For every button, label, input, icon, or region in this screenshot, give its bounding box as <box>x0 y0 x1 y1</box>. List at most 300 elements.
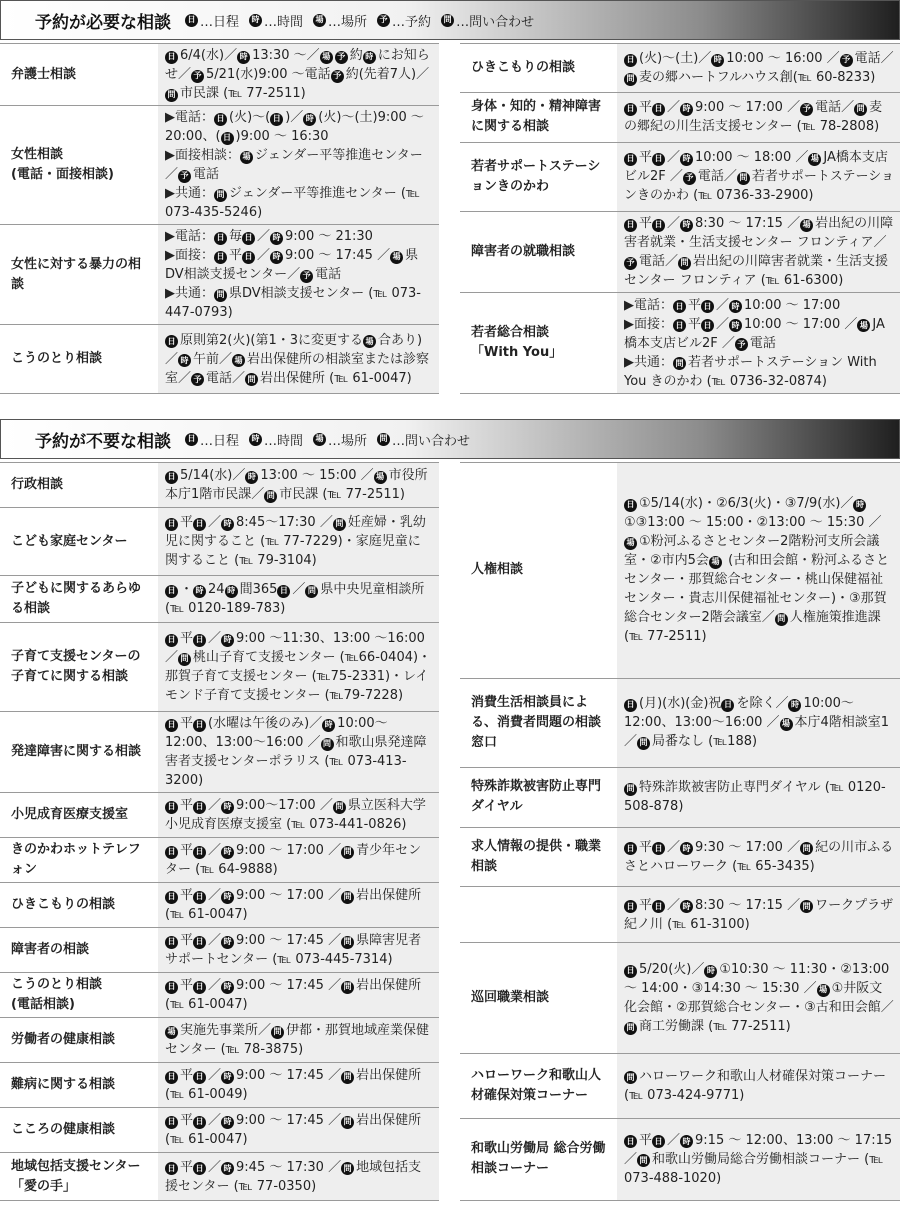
date-icon: 日 <box>193 936 206 949</box>
value-line: 日 (月)(水)(金)祝 日 を除く／ 時 10:00～12:00、13:00～16:00 ／ 場 本庁4階相談室1／ 問 局番なし (℡188) <box>624 696 890 750</box>
date-icon: 日 <box>193 981 206 994</box>
consultation-name: 労働者の健康相談 <box>0 1018 158 1063</box>
time-icon: 時 <box>270 251 283 264</box>
inquiry-icon: 問 <box>305 585 318 598</box>
date-icon: 日 <box>214 251 227 264</box>
inquiry-icon: 問 <box>854 103 867 116</box>
legend-label: …場所 <box>328 433 368 449</box>
date-icon: 日 <box>624 1135 637 1148</box>
value-line: ▶面接相談： 場 ジェンダー平等推進センター／ 予 電話 <box>165 148 423 182</box>
legend-item-date <box>185 430 239 449</box>
inquiry-icon: 問 <box>333 801 346 814</box>
reserve-icon: 予 <box>331 70 344 83</box>
consultation-name <box>460 886 617 942</box>
place-icon: 場 <box>817 984 830 997</box>
time-icon: 時 <box>363 51 376 64</box>
date-icon: 日 <box>165 1162 178 1175</box>
time-icon: 時 <box>680 153 693 166</box>
consultation-name: ひきこもりの相談 <box>460 44 617 93</box>
section-reservation-required <box>0 0 900 394</box>
table-row <box>0 928 439 973</box>
table-row <box>0 106 439 225</box>
table-row <box>460 1118 900 1200</box>
consultation-name: 弁護士相談 <box>0 44 158 106</box>
consultation-name: 発達障害に関する相談 <box>0 712 158 793</box>
place-icon: 場 <box>624 537 637 550</box>
time-icon: 時 <box>193 585 206 598</box>
table-row <box>0 973 439 1018</box>
table-row <box>0 225 439 325</box>
place-icon: 場 <box>165 1026 178 1039</box>
time-icon: 時 <box>221 936 234 949</box>
consultation-details <box>617 886 900 942</box>
table-row <box>0 883 439 928</box>
place-icon: 場 <box>313 14 326 27</box>
date-icon: 日 <box>624 965 637 978</box>
table-row <box>460 463 900 679</box>
value-line: 日 平 日 ／ 時 9:00 ～ 17:00 ／ 問 岩出保健所 (℡ 61-0047) <box>165 888 422 922</box>
consultation-details <box>158 623 439 712</box>
date-icon: 日 <box>185 14 198 27</box>
table-row <box>460 1054 900 1118</box>
reserve-icon: 予 <box>735 338 748 351</box>
time-icon: 時 <box>788 699 801 712</box>
date-icon: 日 <box>165 471 178 484</box>
consultation-details <box>158 1018 439 1063</box>
time-icon: 時 <box>221 801 234 814</box>
inquiry-icon: 問 <box>341 846 354 859</box>
date-icon: 日 <box>721 699 734 712</box>
date-icon: 日 <box>193 1116 206 1129</box>
inquiry-icon: 問 <box>341 936 354 949</box>
inquiry-icon: 問 <box>624 1071 637 1084</box>
consultation-name: 難病に関する相談 <box>0 1063 158 1108</box>
date-icon: 日 <box>165 846 178 859</box>
time-icon: 時 <box>322 719 335 732</box>
time-icon: 時 <box>221 1071 234 1084</box>
date-icon: 日 <box>165 981 178 994</box>
inquiry-icon: 問 <box>800 842 813 855</box>
reserve-icon: 予 <box>624 257 637 270</box>
consultation-details <box>158 463 439 508</box>
date-icon: 日 <box>193 891 206 904</box>
reserve-icon: 予 <box>191 373 204 386</box>
legend-label: …時間 <box>264 433 304 449</box>
reserve-icon: 予 <box>191 70 204 83</box>
consultation-name: 障害者の相談 <box>0 928 158 973</box>
consultation-details <box>617 828 900 887</box>
legend-label: …場所 <box>328 14 368 30</box>
date-icon: 日 <box>165 1116 178 1129</box>
table-row <box>0 1108 439 1153</box>
date-icon: 日 <box>165 335 178 348</box>
consultation-name: ひきこもりの相談 <box>0 883 158 928</box>
legend-item-date <box>185 11 239 30</box>
legend-item-place <box>313 430 367 449</box>
consultation-name: 特殊詐欺被害防止専門ダイヤル <box>460 767 617 827</box>
time-icon: 時 <box>680 1135 693 1148</box>
consultation-name: 若者サポートステーションきのかわ <box>460 142 617 211</box>
date-icon: 日 <box>270 113 283 126</box>
date-icon: 日 <box>673 300 686 313</box>
value-line: 日 原則第2(火)(第1・3に変更する 場 合あり)／ 時 午前／ 場 岩出保健所の相談室または診察室／ 予 電話／ 問 岩出保健所 (℡ 61-0047) <box>165 332 430 386</box>
date-icon: 日 <box>652 900 665 913</box>
value-line: ▶共通： 問 ジェンダー平等推進センター (℡ 073-435-5246) <box>165 186 420 220</box>
consultation-details <box>158 1108 439 1153</box>
reserve-icon: 予 <box>377 14 390 27</box>
table-row <box>0 576 439 623</box>
date-icon: 日 <box>214 232 227 245</box>
consultation-name: こうのとり相談 (電話相談) <box>0 973 158 1018</box>
consultation-name: 子どもに関するあらゆる相談 <box>0 576 158 623</box>
value-line: ▶電話： 日 (火)～( 日 )／ 時 (火)～(土)9:00 ～ 20:00、( 日 )9:00 ～ 16:30 <box>165 110 424 144</box>
date-icon: 日 <box>624 499 637 512</box>
value-line: 日 平 日 ／ 時 9:30 ～ 17:00 ／ 問 紀の川市ふるさとハローワーク (℡ 65-3435) <box>624 839 894 874</box>
place-icon: 場 <box>800 219 813 232</box>
table-row <box>0 712 439 793</box>
date-icon: 日 <box>214 113 227 126</box>
date-icon: 日 <box>165 719 178 732</box>
inquiry-icon: 問 <box>321 738 334 751</box>
table-row <box>460 293 900 394</box>
legend-label: …日程 <box>200 433 240 449</box>
reserve-icon: 予 <box>178 170 191 183</box>
legend-label: …日程 <box>200 14 240 30</box>
legend-item-time <box>249 430 303 449</box>
consultation-details <box>158 928 439 973</box>
consultation-name: 子育て支援センターの子育てに関する相談 <box>0 623 158 712</box>
value-line: 日 平 日 ／ 時 9:00 ～ 17:45 ／ 問 岩出保健所 (℡ 61-0047) <box>165 978 422 1012</box>
inquiry-icon: 問 <box>271 1026 284 1039</box>
inquiry-icon: 問 <box>341 981 354 994</box>
time-icon: 時 <box>270 232 283 245</box>
value-line: 日 平 日 ／ 時 9:00 ～ 17:00 ／ 予 電話／ 問 麦の郷紀の川生活支援センター (℡ 78-2808) <box>624 100 883 135</box>
consultation-name: 求人情報の提供・職業相談 <box>460 828 617 887</box>
date-icon: 日 <box>165 585 178 598</box>
legend <box>185 430 480 449</box>
consultation-table-left <box>0 462 439 1201</box>
consultation-name: 和歌山労働局 総合労働相談コーナー <box>460 1118 617 1200</box>
table-row <box>460 211 900 292</box>
time-icon: 時 <box>221 981 234 994</box>
inquiry-icon: 問 <box>737 172 750 185</box>
date-icon: 日 <box>652 153 665 166</box>
inquiry-icon: 問 <box>341 1071 354 1084</box>
date-icon: 日 <box>624 900 637 913</box>
date-icon: 日 <box>165 891 178 904</box>
consultation-details <box>158 508 439 576</box>
consultation-details <box>617 211 900 292</box>
date-icon: 日 <box>193 634 206 647</box>
legend-label: …問い合わせ <box>392 433 471 449</box>
inquiry-icon: 問 <box>214 289 227 302</box>
time-icon: 時 <box>221 518 234 531</box>
consultation-name: 人権相談 <box>460 463 617 679</box>
section-header <box>0 0 900 40</box>
consultation-name: 巡回職業相談 <box>460 943 617 1054</box>
time-icon: 時 <box>178 354 191 367</box>
inquiry-icon: 問 <box>624 783 637 796</box>
reserve-icon: 予 <box>840 54 853 67</box>
consultation-details <box>617 678 900 767</box>
consultation-table-right <box>460 43 900 394</box>
time-icon: 時 <box>221 1162 234 1175</box>
value-line: 日 平 日 ／ 時 9:00 ～ 17:45 ／ 問 県障害児者サポートセンター (℡ 073-445-7314) <box>165 933 422 967</box>
date-icon: 日 <box>652 1135 665 1148</box>
table-row <box>0 1153 439 1201</box>
consultation-name: 若者総合相談 「With You」 <box>460 293 617 394</box>
legend-item-place <box>313 11 367 30</box>
inquiry-icon: 問 <box>624 73 637 86</box>
place-icon: 場 <box>780 718 793 731</box>
time-icon: 時 <box>704 965 717 978</box>
table-row <box>460 678 900 767</box>
value-line: ▶面接： 日 平 日 ／ 時 10:00 ～ 17:00 ／ 場 JA橋本支店ビル2F ／ 予 電話 <box>624 316 885 351</box>
consultation-details <box>617 93 900 142</box>
date-icon: 日 <box>652 842 665 855</box>
consultation-details <box>617 943 900 1054</box>
consultation-details <box>158 793 439 838</box>
consultation-name: こうのとり相談 <box>0 325 158 394</box>
consultation-table-left <box>0 43 439 394</box>
consultation-name: 消費生活相談員による、消費者問題の相談窓口 <box>460 678 617 767</box>
date-icon: 日 <box>624 153 637 166</box>
date-icon: 日 <box>624 842 637 855</box>
table-row <box>0 44 439 106</box>
consultation-details <box>617 767 900 827</box>
time-icon: 時 <box>853 499 866 512</box>
value-line: 日 6/4(水)／ 時 13:30 ～／ 場 予 約 時 にお知らせ／ 予 5/21(水)9:00 ～電話 予 約(先着7人)／問 市民課 (℡ 77-2511) <box>165 48 430 101</box>
section-no-reservation <box>0 419 900 1201</box>
table-row <box>460 44 900 93</box>
inquiry-icon: 問 <box>377 433 390 446</box>
value-line: 日 5/14(水)／ 時 13:00 ～ 15:00 ／ 場 市役所本庁1階市民課／ 問 市民課 (℡ 77-2511) <box>165 468 428 502</box>
time-icon: 時 <box>225 585 238 598</box>
table-row <box>0 838 439 883</box>
consultation-name: 障害者の就職相談 <box>460 211 617 292</box>
value-line: 日 ・ 時 24 時 間365 日 ／ 問 県中央児童相談所 (℡ 0120-189-783) <box>165 582 425 616</box>
date-icon: 日 <box>624 103 637 116</box>
date-icon: 日 <box>673 319 686 332</box>
inquiry-icon: 問 <box>245 373 258 386</box>
consultation-details <box>617 142 900 211</box>
place-icon: 場 <box>374 471 387 484</box>
inquiry-icon: 問 <box>178 653 191 666</box>
consultation-details <box>158 883 439 928</box>
time-icon: 時 <box>729 300 742 313</box>
consultation-name: ハローワーク和歌山人材確保対策コーナー <box>460 1054 617 1118</box>
value-line: 日 平 日 ／ 時 8:30 ～ 17:15 ／ 場 岩出紀の川障害者就業・生活支援センター フロンティア／予 電話／ 問 岩出紀の川障害者就業・生活支援センター フロンティア (℡ 61-6300) <box>624 216 894 289</box>
consultation-details <box>158 44 439 106</box>
time-icon: 時 <box>711 54 724 67</box>
section-title: 予約が必要な相談 <box>35 12 171 33</box>
value-line: 場 実施先事業所／ 問 伊都・那賀地域産業保健センター (℡ 78-3875) <box>165 1023 430 1057</box>
date-icon: 日 <box>165 51 178 64</box>
consultation-details <box>158 225 439 325</box>
value-line: 日 平 日 ／ 時 9:00 ～ 17:45 ／ 問 岩出保健所 (℡ 61-0049) <box>165 1068 422 1102</box>
consultation-details <box>158 325 439 394</box>
value-line: 日 平 日 ／ 時 9:15 ～ 12:00、13:00 ～ 17:15 ／ 問 和歌山労働局総合労働相談コーナー (℡ 073-488-1020) <box>624 1132 893 1186</box>
consultation-details <box>617 463 900 679</box>
consultation-details <box>617 1054 900 1118</box>
consultation-details <box>158 838 439 883</box>
place-icon: 場 <box>363 335 376 348</box>
place-icon: 場 <box>808 153 821 166</box>
date-icon: 日 <box>242 251 255 264</box>
date-icon: 日 <box>193 1162 206 1175</box>
date-icon: 日 <box>193 1071 206 1084</box>
inquiry-icon: 問 <box>333 518 346 531</box>
inquiry-icon: 問 <box>624 1022 637 1035</box>
date-icon: 日 <box>277 585 290 598</box>
value-line: 日 平 日 ／ 時 10:00 ～ 18:00 ／ 場 JA橋本支店ビル2F ／ 予 電話／ 問 若者サポートステーションきのかわ (℡ 0736-33-2900) <box>624 150 894 204</box>
consultation-details <box>617 44 900 93</box>
time-icon: 時 <box>249 14 262 27</box>
time-icon: 時 <box>221 1116 234 1129</box>
consultation-details <box>158 576 439 623</box>
legend-item-inquiry <box>441 11 534 30</box>
inquiry-icon: 問 <box>637 1154 650 1167</box>
date-icon: 日 <box>193 801 206 814</box>
table-row <box>0 793 439 838</box>
consultation-name: 身体・知的・精神障害に関する相談 <box>460 93 617 142</box>
value-line: ▶共通： 問 県DV相談支援センター (℡ 073-447-0793) <box>165 286 421 320</box>
inquiry-icon: 問 <box>341 891 354 904</box>
inquiry-icon: 問 <box>165 89 178 102</box>
date-icon: 日 <box>701 300 714 313</box>
date-icon: 日 <box>624 219 637 232</box>
inquiry-icon: 問 <box>441 14 454 27</box>
place-icon: 場 <box>857 319 870 332</box>
value-line: 日 平 日 ／ 時 9:00～17:00 ／ 問 県立医科大学小児成育医療支援室 (℡ 073-441-0826) <box>165 798 426 832</box>
inquiry-icon: 問 <box>678 257 691 270</box>
time-icon: 時 <box>680 842 693 855</box>
reserve-icon: 予 <box>800 103 813 116</box>
date-icon: 日 <box>165 518 178 531</box>
time-icon: 時 <box>680 219 693 232</box>
date-icon: 日 <box>165 801 178 814</box>
value-line: 日 平 日 ／ 時 8:45～17:30 ／ 問 妊産婦・乳幼児に関すること (℡ 77-7229)・家庭児童に関すること (℡ 79-3104) <box>165 515 426 568</box>
date-icon: 日 <box>624 54 637 67</box>
inquiry-icon: 問 <box>341 1162 354 1175</box>
legend-item-inquiry <box>377 430 470 449</box>
place-icon: 場 <box>390 251 403 264</box>
value-line: 日 5/20(火)／ 時 ①10:30 ～ 11:30・②13:00 ～ 14:00・③14:30 ～ 15:30 ／ 場 ①井阪文化会館・②那賀総合センター・③古和田会館／問 商工労働課 (℡ 77-2511) <box>624 962 894 1035</box>
table-row <box>0 1063 439 1108</box>
date-icon: 日 <box>193 518 206 531</box>
section-title: 予約が不要な相談 <box>35 431 171 452</box>
table-row <box>0 508 439 576</box>
value-line: 日 (火)～(土)／ 時 10:00 ～ 16:00 ／ 予 電話／問 麦の郷ハートフルハウス創(℡ 60-8233) <box>624 49 894 87</box>
place-icon: 場 <box>240 151 253 164</box>
date-icon: 日 <box>221 132 234 145</box>
value-line: 日 平 日 ／ 時 9:00 ～ 17:45 ／ 問 岩出保健所 (℡ 61-0047) <box>165 1113 422 1147</box>
consultation-details <box>617 1118 900 1200</box>
place-icon: 場 <box>709 556 722 569</box>
place-icon: 場 <box>232 354 245 367</box>
consultation-details <box>158 712 439 793</box>
value-line: ▶共通： 問 若者サポートステーション With You きのかわ (℡ 0736-32-0874) <box>624 354 877 389</box>
value-line: 日 平 日 (水曜は午後のみ)／ 時 10:00～12:00、13:00～16:00 ／ 問 和歌山県発達障害者支援センターポラリス (℡ 073-413-3200) <box>165 716 427 788</box>
time-icon: 時 <box>680 900 693 913</box>
value-line: 日 平 日 ／ 時 8:30 ～ 17:15 ／ 問 ワークプラザ紀ノ川 (℡ 61-3100) <box>624 897 894 932</box>
consultation-name: 女性相談 (電話・面接相談) <box>0 106 158 225</box>
table-row <box>0 463 439 508</box>
value-line: 日 ①5/14(水)・②6/3(火)・③7/9(水)／ 時①③13:00 ～ 15:00・②13:00 ～ 15:30 ／場 ①粉河ふるさとセンター2階粉河支所会議室・②市内5会 場 (古和田会館・粉河ふるさとセンター・那賀総合センター・桃山保健福祉センター・貴志川保健福祉センター)・③那賀総合センター2階会議室／ 問 人権施策推進課 (℡ 77-2511) <box>624 496 890 645</box>
consultation-name: 地域包括支援センター「愛の手」 <box>0 1153 158 1201</box>
inquiry-icon: 問 <box>775 613 788 626</box>
time-icon: 時 <box>237 51 250 64</box>
legend-item-time <box>249 11 303 30</box>
time-icon: 時 <box>245 471 258 484</box>
consultation-details <box>158 106 439 225</box>
section-header <box>0 419 900 459</box>
consultation-name: こども家庭センター <box>0 508 158 576</box>
inquiry-icon: 問 <box>800 900 813 913</box>
consultation-details <box>617 293 900 394</box>
reserve-icon: 予 <box>300 270 313 283</box>
inquiry-icon: 問 <box>341 1116 354 1129</box>
value-line: ▶電話： 日 平 日 ／ 時 10:00 ～ 17:00 <box>624 297 841 313</box>
consultation-name: こころの健康相談 <box>0 1108 158 1153</box>
consultation-details <box>158 973 439 1018</box>
time-icon: 時 <box>221 846 234 859</box>
time-icon: 時 <box>221 634 234 647</box>
date-icon: 日 <box>193 846 206 859</box>
consultation-name: 行政相談 <box>0 463 158 508</box>
inquiry-icon: 問 <box>673 357 686 370</box>
consultation-name: きのかわホットテレフォン <box>0 838 158 883</box>
table-row <box>460 943 900 1054</box>
value-line: ▶面接： 日 平 日 ／ 時 9:00 ～ 17:45 ／ 場 県DV相談支援センター／ 予 電話 <box>165 248 419 282</box>
place-icon: 場 <box>320 51 333 64</box>
table-row <box>0 623 439 712</box>
legend-label: …時間 <box>264 14 304 30</box>
date-icon: 日 <box>165 1071 178 1084</box>
table-row <box>0 325 439 394</box>
time-icon: 時 <box>249 433 262 446</box>
legend-label: …予約 <box>392 14 432 30</box>
table-row <box>460 93 900 142</box>
table-row <box>460 142 900 211</box>
consultation-name: 女性に対する暴力の相談 <box>0 225 158 325</box>
time-icon: 時 <box>221 891 234 904</box>
value-line: 日 平 日 ／ 時 9:00 ～11:30、13:00 ～16:00 ／ 問 桃山子育て支援センター (℡66-0404)・那賀子育て支援センター (℡75-2331)・レイモンド子育て支援センター (℡79-7228) <box>165 631 432 703</box>
date-icon: 日 <box>165 936 178 949</box>
date-icon: 日 <box>242 232 255 245</box>
table-row <box>460 886 900 942</box>
table-row <box>460 767 900 827</box>
value-line: 日 平 日 ／ 時 9:45 ～ 17:30 ／ 問 地域包括支援センター (℡ 77-0350) <box>165 1159 422 1194</box>
inquiry-icon: 問 <box>637 737 650 750</box>
legend-item-reserve <box>377 11 431 30</box>
table-row <box>0 1018 439 1063</box>
inquiry-icon: 問 <box>264 490 277 503</box>
value-line: ▶電話： 日 毎 日 ／ 時 9:00 ～ 21:30 <box>165 229 373 244</box>
inquiry-icon: 問 <box>214 189 227 202</box>
time-icon: 時 <box>680 103 693 116</box>
date-icon: 日 <box>701 319 714 332</box>
legend <box>185 11 544 30</box>
place-icon: 場 <box>313 433 326 446</box>
time-icon: 時 <box>729 319 742 332</box>
consultation-name: 小児成育医療支援室 <box>0 793 158 838</box>
date-icon: 日 <box>193 719 206 732</box>
legend-label: …問い合わせ <box>456 14 535 30</box>
value-line: 問 ハローワーク和歌山人材確保対策コーナー (℡ 073-424-9771) <box>624 1068 887 1103</box>
date-icon: 日 <box>185 433 198 446</box>
consultation-details <box>158 1063 439 1108</box>
